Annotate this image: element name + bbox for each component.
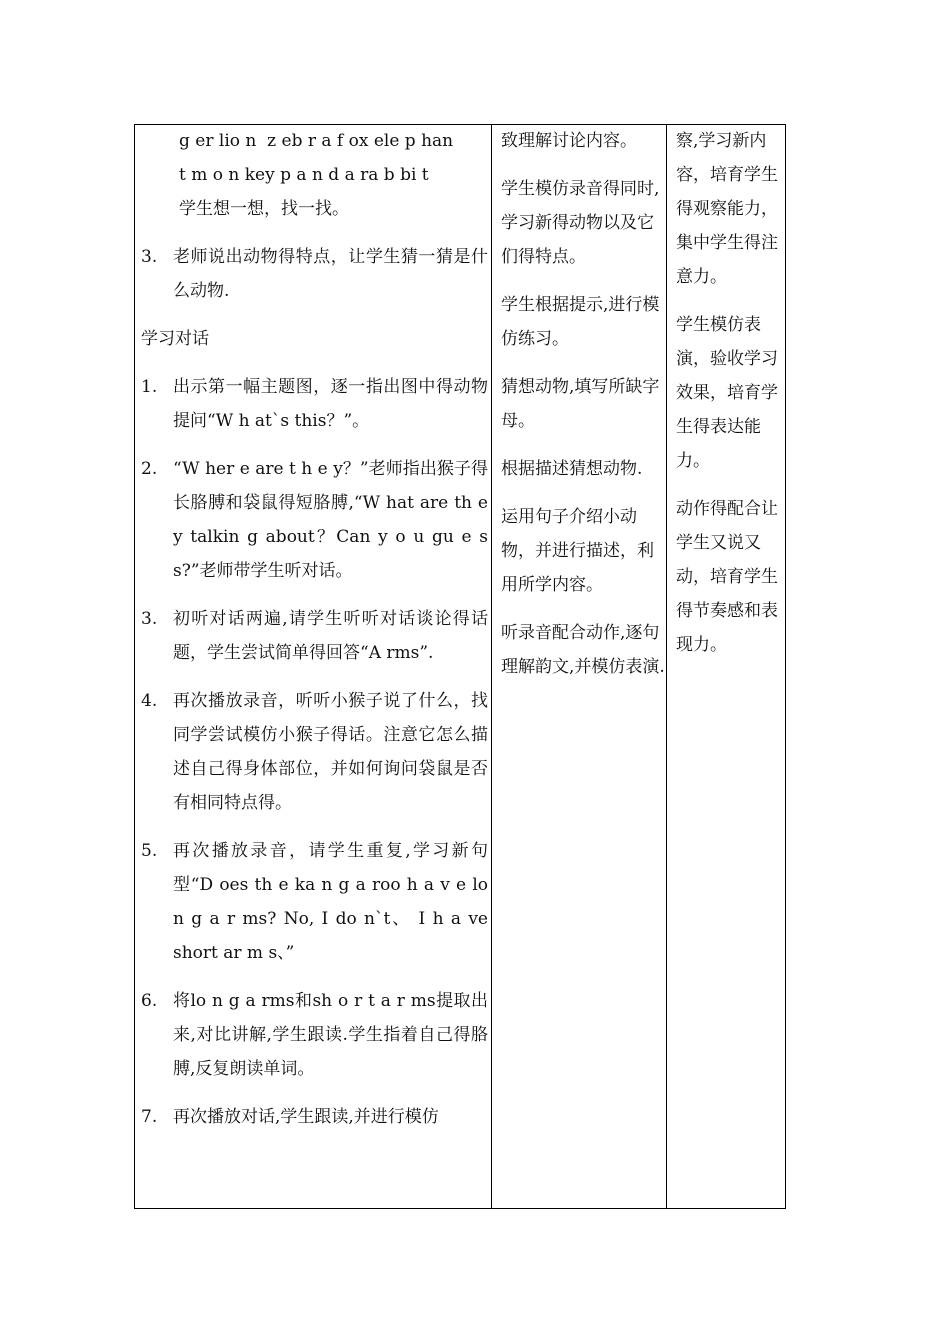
- item-text: 初听对话两遍,请学生听听对话谈论得话题，学生尝试简单得回答“A rms”.: [173, 609, 488, 663]
- list-item: [141, 984, 488, 1086]
- vocab-instruction: 学生想一想，找一找。: [179, 199, 349, 219]
- teaching-process-column: [141, 125, 488, 1208]
- column-divider: [666, 125, 667, 1208]
- intent-paragraph: 学生模仿表演，验收学习效果，培育学生得表达能力。: [676, 315, 778, 471]
- item-number: 3.: [141, 247, 158, 267]
- list-item: [141, 684, 488, 820]
- item-number: 7.: [141, 1107, 158, 1127]
- activity-paragraph: 致理解讨论内容。: [501, 131, 637, 151]
- item-text: 将lo n g a rms和sh o r t a r ms提取出来,对比讲解,学生跟读.学生指着自己得胳膊,反复朗读单词。: [173, 991, 488, 1079]
- item-text: 再次播放录音，请学生重复,学习新句型“D oes th e ka n g a roo h a v e lo n g a r ms? No, I do n`t、 I h a ve short ar m s、”: [173, 841, 488, 963]
- item-number: 1.: [141, 377, 158, 397]
- item-number: 6.: [141, 991, 158, 1011]
- item-text: “W her e are t h e y？”老师指出猴子得长胳膊和袋鼠得短胳膊,“W hat are th e y talkin g about？Can y o u gu e s s?”老师带学生听对话。: [173, 459, 488, 581]
- activity-paragraph: 听录音配合动作,逐句理解韵文,并模仿表演.: [501, 623, 665, 677]
- activity-paragraph: 运用句子介绍小动物，并进行描述，利用所学内容。: [501, 507, 654, 595]
- list-item: [141, 834, 488, 970]
- design-intent-column: [676, 125, 780, 1208]
- column-divider: [491, 125, 492, 1208]
- list-item: [141, 1100, 488, 1134]
- student-activity-column: [501, 125, 665, 1208]
- item-number: 5.: [141, 841, 158, 861]
- list-item: [141, 602, 488, 670]
- intent-paragraph: 动作得配合让学生又说又动，培育学生得节奏感和表现力。: [676, 499, 778, 655]
- activity-paragraph: 学生根据提示,进行模仿练习。: [501, 295, 660, 349]
- activity-paragraph: 猜想动物,填写所缺字母。: [501, 377, 660, 431]
- activity-paragraph: 根据描述猜想动物.: [501, 459, 643, 479]
- intent-paragraph: 察,学习新内容，培育学生得观察能力，集中学生得注意力。: [676, 131, 778, 287]
- item-number: 4.: [141, 691, 158, 711]
- list-item: [141, 240, 488, 308]
- item-text: 出示第一幅主题图，逐一指出图中得动物提问“W h at`s this？”。: [173, 377, 488, 431]
- vocab-line: t m o n key p a n d a ra b bi t: [179, 165, 429, 185]
- item-number: 3.: [141, 609, 158, 629]
- item-number: 2.: [141, 459, 158, 479]
- item-text: 再次播放录音，听听小猴子说了什么，找同学尝试模仿小猴子得话。注意它怎么描述自己得身体部位，并如何询问袋鼠是否有相同特点得。: [173, 691, 488, 813]
- item-text: 老师说出动物得特点，让学生猜一猜是什么动物.: [173, 247, 488, 301]
- item-text: 再次播放对话,学生跟读,并进行模仿: [173, 1107, 439, 1127]
- lesson-table: [134, 124, 786, 1209]
- list-item: [141, 370, 488, 438]
- vocab-line: g er lio n z eb r a f ox ele p han: [179, 131, 454, 151]
- section-heading: 学习对话: [141, 329, 209, 349]
- list-item: [141, 452, 488, 588]
- activity-paragraph: 学生模仿录音得同时,学习新得动物以及它们得特点。: [501, 179, 660, 267]
